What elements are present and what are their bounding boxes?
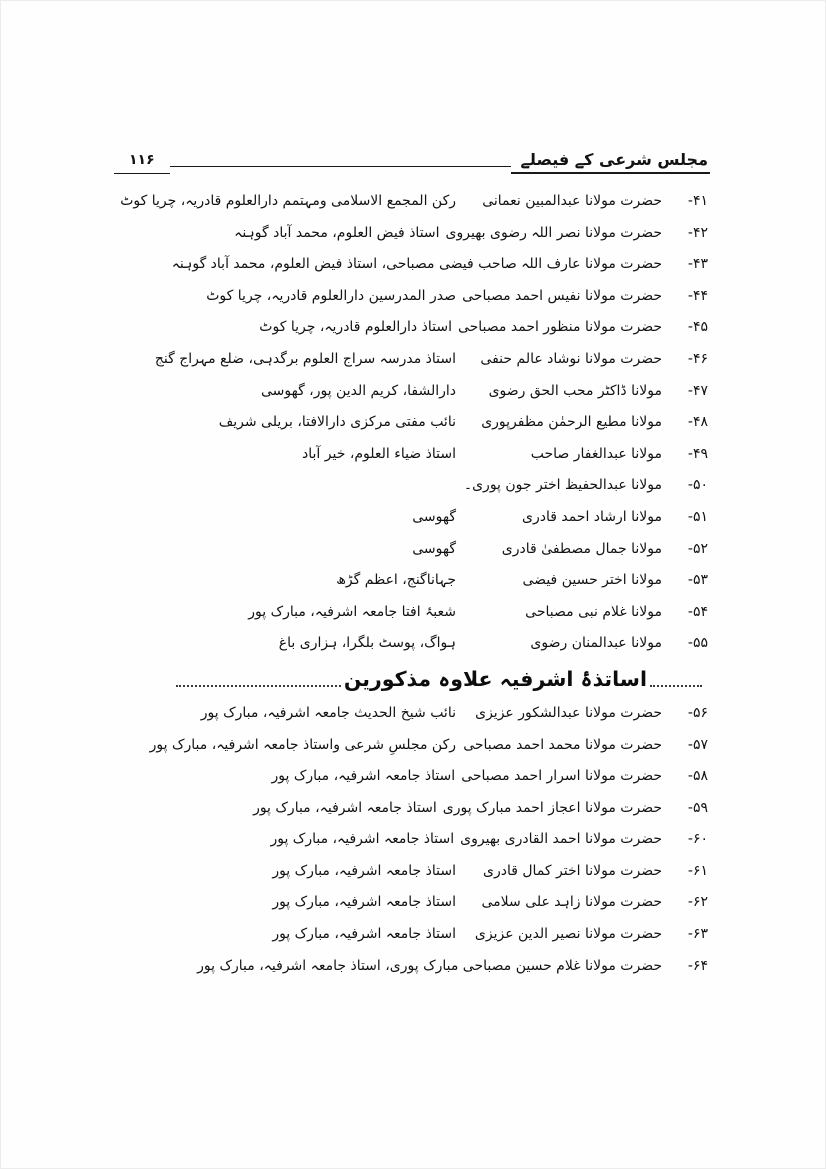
entry-number: ۵۹- bbox=[687, 799, 708, 816]
entry-name: حضرت مولانا نصیر الدین عزیزی bbox=[474, 926, 662, 943]
entry-detail: استاذ جامعہ اشرفیہ، مبارک پور bbox=[270, 831, 455, 848]
entry-name: مولانا جمال مصطفیٰ قادری bbox=[501, 540, 662, 557]
entry-number: ۵۴- bbox=[687, 603, 708, 620]
entry-name: مولانا مطیع الرحمٰن مظفرپوری bbox=[481, 414, 662, 431]
entry-name: حضرت مولانا احمد القادری بھیروی bbox=[460, 831, 662, 848]
section-heading-text: اساتذۂ اشرفیہ علاوہ مذکورین bbox=[343, 666, 647, 691]
list-item bbox=[116, 186, 708, 218]
dotted-leader-left bbox=[176, 685, 341, 687]
entry-name: مولانا عبدالمنان رضوی bbox=[530, 635, 662, 652]
book-title: مجلس شرعی کے فیصلے bbox=[511, 150, 710, 174]
entry-name: حضرت مولانا غلام حسین مصباحی مبارک پوری، استاذ جامعہ اشرفیہ، مبارک پور bbox=[197, 957, 662, 974]
dotted-leader-right bbox=[650, 685, 702, 687]
entry-name: مولانا اختر حسین فیضی bbox=[522, 572, 662, 589]
list-item bbox=[116, 565, 708, 597]
entry-name: مولانا ڈاکٹر محب الحق رضوی bbox=[488, 382, 662, 399]
entry-number: ۵۵- bbox=[687, 635, 708, 652]
entry-number: ۴۶- bbox=[687, 350, 708, 367]
entry-detail: استاذ جامعہ اشرفیہ، مبارک پور bbox=[271, 768, 456, 785]
entry-name: حضرت مولانا عارف اللہ صاحب فیضی مصباحی، استاذ فیض العلوم، محمد آباد گوہنہ bbox=[171, 256, 662, 273]
list-item bbox=[116, 951, 708, 983]
entry-number: ۵۶- bbox=[687, 704, 708, 721]
entry-detail: جہاناگنج، اعظم گڑھ bbox=[336, 572, 456, 589]
entry-detail: نائب شیخ الحدیث جامعہ اشرفیہ، مبارک پور bbox=[200, 704, 456, 721]
list-item bbox=[116, 502, 708, 534]
entry-detail: استاذ جامعہ اشرفیہ، مبارک پور bbox=[272, 894, 456, 911]
list-item bbox=[116, 628, 708, 660]
scholars-list bbox=[116, 186, 708, 982]
entry-name: حضرت مولانا محمد احمد مصباحی bbox=[463, 736, 662, 753]
entry-number: ۴۳- bbox=[687, 256, 708, 273]
entry-detail: استاذ مدرسہ سراج العلوم برگدہی، ضلع مہراج گنج bbox=[154, 350, 456, 367]
entry-number: ۵۳- bbox=[687, 572, 708, 589]
entry-number: ۴۸- bbox=[687, 414, 708, 431]
list-item bbox=[116, 376, 708, 408]
entry-detail: نائب مفتی مرکزی دارالافتا، بریلی شریف bbox=[218, 414, 456, 431]
entry-detail: استاذ ضیاء العلوم، خیر آباد bbox=[302, 445, 456, 462]
entry-name: مولانا ارشاد احمد قادری bbox=[521, 508, 662, 525]
entry-number: ۵۱- bbox=[687, 508, 708, 525]
entry-number: ۵۸- bbox=[687, 768, 708, 785]
list-item bbox=[116, 218, 708, 250]
entry-detail: استاذ جامعہ اشرفیہ، مبارک پور bbox=[272, 926, 456, 943]
entry-name: حضرت مولانا اسرار احمد مصباحی bbox=[461, 768, 662, 785]
entry-detail: گھوسی bbox=[412, 540, 456, 557]
entry-number: ۴۵- bbox=[687, 319, 708, 336]
entry-name: حضرت مولانا زاہد علی سلامی bbox=[481, 894, 662, 911]
list-item bbox=[116, 793, 708, 825]
list-item bbox=[116, 597, 708, 629]
entry-number: ۶۲- bbox=[687, 894, 708, 911]
entry-name: حضرت مولانا منظور احمد مصباحی bbox=[457, 319, 662, 336]
page-number: ۱۱۶ bbox=[114, 152, 170, 174]
entry-detail: استاذ فیض العلوم، محمد آباد گوہنہ bbox=[234, 224, 440, 241]
entry-number: ۵۲- bbox=[687, 540, 708, 557]
entry-detail: گھوسی bbox=[412, 508, 456, 525]
entry-detail: استاذ جامعہ اشرفیہ، مبارک پور bbox=[272, 862, 456, 879]
entry-number: ۴۱- bbox=[687, 193, 708, 209]
entry-name: حضرت مولانا عبدالمبین نعمانی bbox=[482, 193, 662, 209]
section-heading bbox=[116, 660, 708, 698]
entry-number: ۴۴- bbox=[687, 287, 708, 304]
entry-name: حضرت مولانا نفیس احمد مصباحی bbox=[462, 287, 662, 304]
list-item bbox=[116, 439, 708, 471]
entry-detail: رکن مجلسِ شرعی واستاذ جامعہ اشرفیہ، مبارک پور bbox=[149, 736, 456, 753]
list-item bbox=[116, 761, 708, 793]
entry-number: ۶۰- bbox=[687, 831, 708, 848]
entry-name: حضرت مولانا نوشاد عالم حنفی bbox=[480, 350, 662, 367]
entry-name: مولانا عبدالحفیظ اختر جون پوری۔ bbox=[463, 477, 662, 494]
entry-detail: استاذ دارالعلوم قادریہ، چریا کوٹ bbox=[259, 319, 452, 336]
entry-name: حضرت مولانا عبدالشکور عزیزی bbox=[475, 704, 662, 721]
header-rule bbox=[170, 166, 511, 167]
entry-detail: صدر المدرسین دارالعلوم قادریہ، چریا کوٹ bbox=[206, 287, 456, 304]
page-header bbox=[114, 144, 710, 174]
list-item bbox=[116, 856, 708, 888]
entry-detail: رکن المجمع الاسلامی ومہتمم دارالعلوم قادریہ، چریا کوٹ bbox=[120, 193, 456, 209]
entry-detail: دارالشفا، کریم الدین پور، گھوسی bbox=[260, 382, 456, 399]
list-item bbox=[116, 534, 708, 566]
entry-number: ۴۷- bbox=[687, 382, 708, 399]
entry-number: ۴۲- bbox=[687, 224, 708, 241]
list-item bbox=[116, 730, 708, 762]
entry-number: ۵۷- bbox=[687, 736, 708, 753]
entry-detail: ہواگ، پوسٹ بلگرا، ہزاری باغ bbox=[278, 635, 456, 652]
entry-name: حضرت مولانا نصر اللہ رضوی بھیروی bbox=[445, 224, 662, 241]
entry-number: ۴۹- bbox=[687, 445, 708, 462]
entry-number: ۵۰- bbox=[687, 477, 708, 494]
list-item bbox=[116, 344, 708, 376]
entry-number: ۶۳- bbox=[687, 926, 708, 943]
entry-number: ۶۱- bbox=[687, 862, 708, 879]
entry-name: حضرت مولانا اختر کمال قادری bbox=[483, 862, 662, 879]
entry-detail: استاذ جامعہ اشرفیہ، مبارک پور bbox=[253, 799, 437, 816]
list-item bbox=[116, 281, 708, 313]
list-item bbox=[116, 698, 708, 730]
list-item bbox=[116, 470, 708, 502]
entry-name: حضرت مولانا اعجاز احمد مبارک پوری bbox=[442, 799, 662, 816]
list-item bbox=[116, 824, 708, 856]
list-item bbox=[116, 312, 708, 344]
entry-name: مولانا عبدالغفار صاحب bbox=[530, 445, 662, 462]
entry-detail: شعبۂ افتا جامعہ اشرفیہ، مبارک پور bbox=[248, 603, 456, 620]
list-item bbox=[116, 887, 708, 919]
list-item bbox=[116, 249, 708, 281]
entry-number: ۶۴- bbox=[687, 957, 708, 974]
entry-name: مولانا غلام نبی مصباحی bbox=[525, 603, 662, 620]
list-item bbox=[116, 919, 708, 951]
list-item bbox=[116, 407, 708, 439]
